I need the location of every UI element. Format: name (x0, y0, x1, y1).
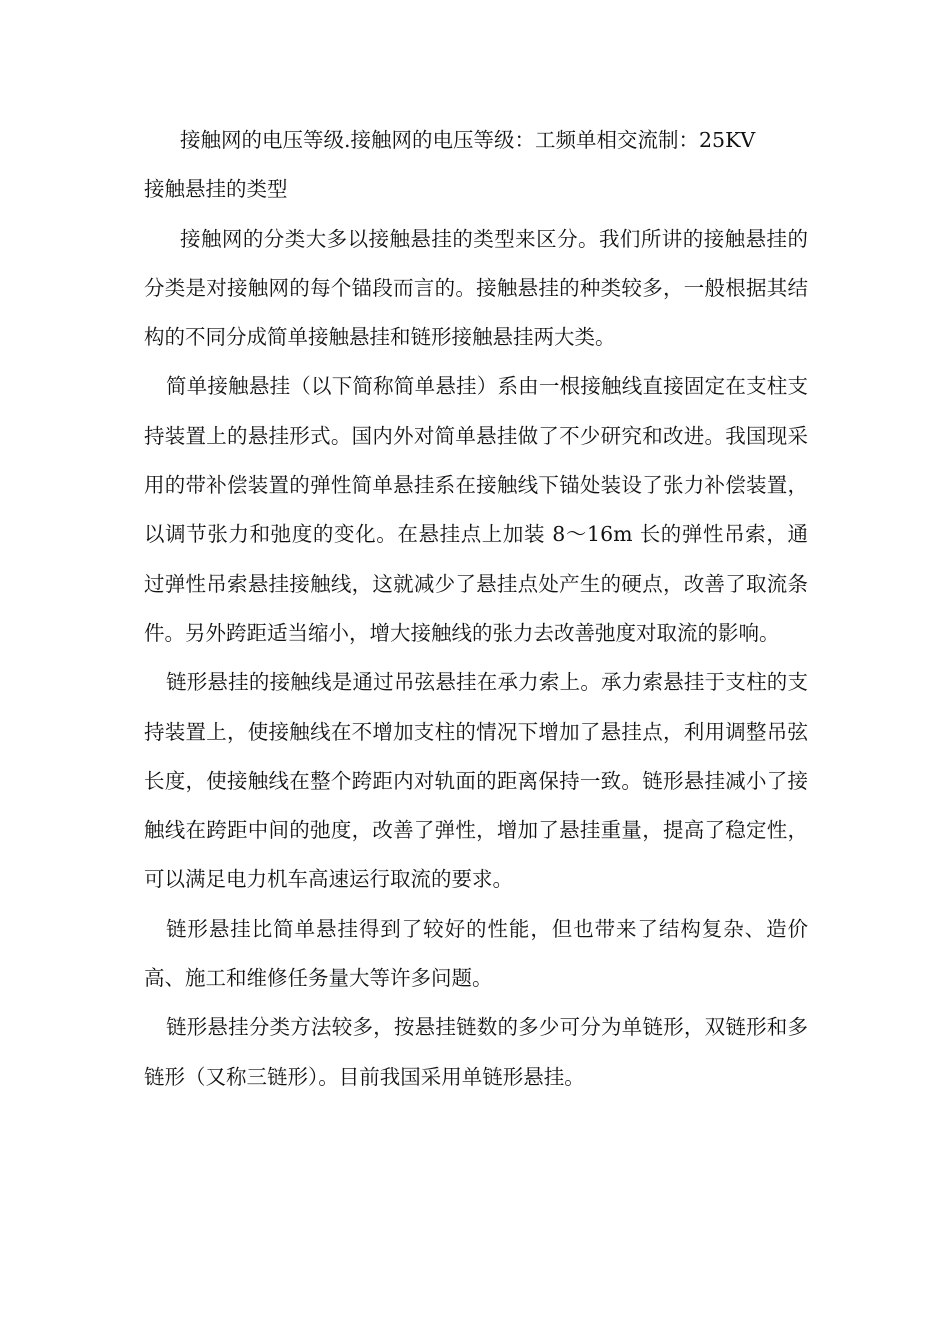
classification-paragraph: 接触网的分类大多以接触悬挂的类型来区分。我们所讲的接触悬挂的分类是对接触网的每个锚段而言的。接触悬挂的种类较多，一般根据其结构的不同分成简单接触悬挂和链形接触悬挂两大类。 (144, 226, 808, 350)
catenary-classification-paragraph: 链形悬挂分类方法较多，按悬挂链数的多少可分为单链形，双链形和多链形（又称三链形）。目前我国采用单链形悬挂。 (144, 1015, 808, 1089)
voltage-level-paragraph: 接触网的电压等级.接触网的电压等级：工频单相交流制：25KV (180, 128, 756, 152)
section-heading: 接触悬挂的类型 (144, 177, 288, 202)
simple-suspension-paragraph: 简单接触悬挂（以下简称简单悬挂）系由一根接触线直接固定在支柱支持装置上的悬挂形式。国内外对简单悬挂做了不少研究和改进。我国现采用的带补偿装置的弹性简单悬挂系在接触线下锚处装设了张力补偿装置，以调节张力和弛度的变化。在悬挂点上加装 8～16m 长的弹性吊索，通过弹性吊索悬挂接触线，这就减少了悬挂点处产生的硬点，改善了取流条件。另外跨距适当缩小，增大接触线的张力去改善弛度对取流的影响。 (144, 374, 808, 645)
document-body (144, 116, 808, 1102)
comparison-paragraph: 链形悬挂比简单悬挂得到了较好的性能，但也带来了结构复杂、造价高、施工和维修任务量大等许多问题。 (144, 916, 808, 991)
catenary-suspension-paragraph: 链形悬挂的接触线是通过吊弦悬挂在承力索上。承力索悬挂于支柱的支持装置上，使接触线在不增加支柱的情况下增加了悬挂点，利用调整吊弦长度，使接触线在整个跨距内对轨面的距离保持一致。链形悬挂减小了接触线在跨距中间的弛度，改善了弹性，增加了悬挂重量，提高了稳定性，可以满足电力机车高速运行取流的要求。 (144, 670, 808, 892)
